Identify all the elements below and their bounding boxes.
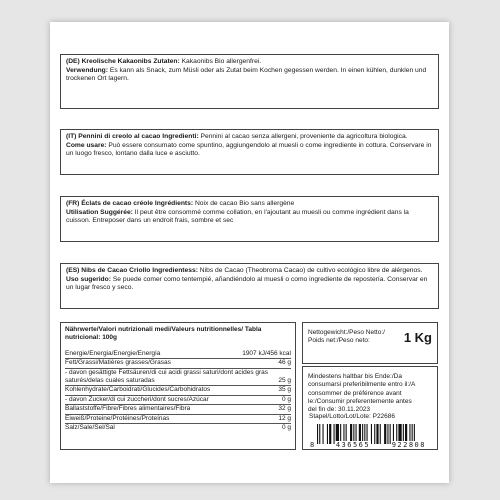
nutrition-label: Eiweiß/Proteine/Protéines/Proteínas bbox=[65, 414, 170, 422]
nutrition-row bbox=[65, 424, 291, 432]
nutrition-row bbox=[65, 369, 291, 387]
barcode-right-digits: 922808 bbox=[391, 441, 426, 449]
fr-ingredients: Noix de cacao Bio sans allergène bbox=[193, 200, 295, 207]
section-de bbox=[60, 54, 439, 109]
nutrition-row bbox=[65, 396, 291, 405]
de-ingredients: Kakaonibs Bio allergenfrei. bbox=[179, 58, 262, 65]
nutrition-label: - davon gesättigte Fettsäuren/di cui acidi grassi saturi/dont acides gras saturés/delas cuales saturadas bbox=[65, 368, 269, 385]
es-ingredients: Nibs de Cacao (Theobroma Cacao) de cultivo ecológico libre de alérgenos. bbox=[197, 267, 423, 274]
section-it bbox=[60, 129, 439, 175]
nutrition-value: 0 g bbox=[281, 424, 291, 432]
it-heading: (IT) Pennini di creolo al cacao Ingredienti: bbox=[66, 133, 199, 140]
es-heading: (ES) Nibs de Cacao Criollo Ingredientess: bbox=[66, 267, 198, 274]
barcode bbox=[309, 424, 433, 448]
nutrition-heading: Nährwerte/Valori nutrizionali medi/Valeurs nutritionnelles/ Tabla nutricional: 100g bbox=[65, 326, 262, 342]
best-before-box bbox=[302, 366, 438, 450]
nutrition-value: 0 g bbox=[281, 395, 291, 403]
de-heading: (DE) Kreolische Kakaonibs Zutaten: bbox=[66, 58, 180, 65]
nutrition-label: Salz/Sale/Sel/Sal bbox=[65, 424, 115, 432]
barcode-digits bbox=[309, 441, 433, 449]
it-usage: Può essere consumato come spuntino, aggiungendolo al muesli o come ingrediente in cottura. Conservare in un luogo fresco, lontano dalla luce e asciutto. bbox=[66, 141, 432, 158]
nutrition-value: 46 g bbox=[278, 359, 291, 367]
lot-number: Stapel/Lotto/Lot/Lote: P22686 bbox=[309, 413, 396, 420]
net-weight-label: Nettogewicht:/Peso Netto:/ Poids net:/Peso neto: bbox=[308, 329, 385, 345]
it-ingredients: Pennini al cacao senza allergeni, proveniente da agricoltura biologica. bbox=[198, 133, 408, 140]
nutrition-row bbox=[65, 405, 291, 414]
nutrition-row bbox=[65, 359, 291, 368]
section-es bbox=[60, 263, 439, 309]
de-usage: Es kann als Snack, zum Müsli oder als Zutat beim Kochen gegessen werden. In einen kühlen, dunklen und trockenen Ort lagern. bbox=[66, 66, 427, 83]
fr-usage-label: Utilisation Suggérée: bbox=[66, 208, 133, 216]
es-usage: Se puede comer como tentempié, añandiéndolo al muesli o como ingrediente de repostería. Conservar en un lugar fresco y seco. bbox=[66, 275, 428, 292]
nutrition-label: - davon Zucker/di cui zuccheri/dont sucres/Azúcar bbox=[65, 395, 209, 403]
fr-heading: (FR) Éclats de cacao créole Ingrédients: bbox=[66, 200, 194, 207]
nutrition-value: 1907 kJ/456 kcal bbox=[242, 349, 291, 357]
nutrition-label: Kohlenhydrate/Carboidrati/Glucides/Carbohidratos bbox=[65, 386, 211, 394]
nutrition-label: Ballaststoffe/Fibre/Fibres alimentaires/Fibra bbox=[65, 405, 191, 413]
nutrition-value: 35 g bbox=[278, 386, 291, 394]
nutrition-label: Energie/Energia/Energie/Energía bbox=[65, 349, 161, 357]
barcode-left-digits: 436565 bbox=[335, 441, 371, 449]
net-weight-value: 1 Kg bbox=[403, 330, 432, 345]
de-usage-label: Verwendung: bbox=[66, 66, 108, 74]
fr-usage: Il peut être consommé comme collation, en l'ajoutant au muesli ou comme ingrédient dans la cuisson. Entreposer dans un endroit frais, sombre et sec bbox=[66, 208, 409, 225]
net-weight-box bbox=[302, 322, 438, 364]
product-label bbox=[50, 22, 449, 483]
nutrition-table bbox=[60, 322, 296, 450]
nutrition-value: 12 g bbox=[278, 414, 291, 422]
nutrition-value: 25 g bbox=[278, 377, 291, 385]
nutrition-row bbox=[65, 350, 291, 359]
section-fr bbox=[60, 196, 439, 242]
barcode-first-digit: 8 bbox=[310, 441, 315, 449]
nutrition-label: Fett/Grassi/Matières grasses/Grasas bbox=[65, 359, 171, 367]
nutrition-value: 32 g bbox=[278, 405, 291, 413]
es-usage-label: Uso sugerido: bbox=[66, 275, 111, 283]
it-usage-label: Come usare: bbox=[66, 141, 107, 149]
best-before-text: Mindestens haltbar bis Ende:/Da consumarsi preferibilmente entro il:/A consommer de préférence avant le:/Consumir preferentemente antes del fin de: 30.11.2023 bbox=[308, 373, 415, 414]
nutrition-row bbox=[65, 415, 291, 424]
nutrition-row bbox=[65, 386, 291, 395]
